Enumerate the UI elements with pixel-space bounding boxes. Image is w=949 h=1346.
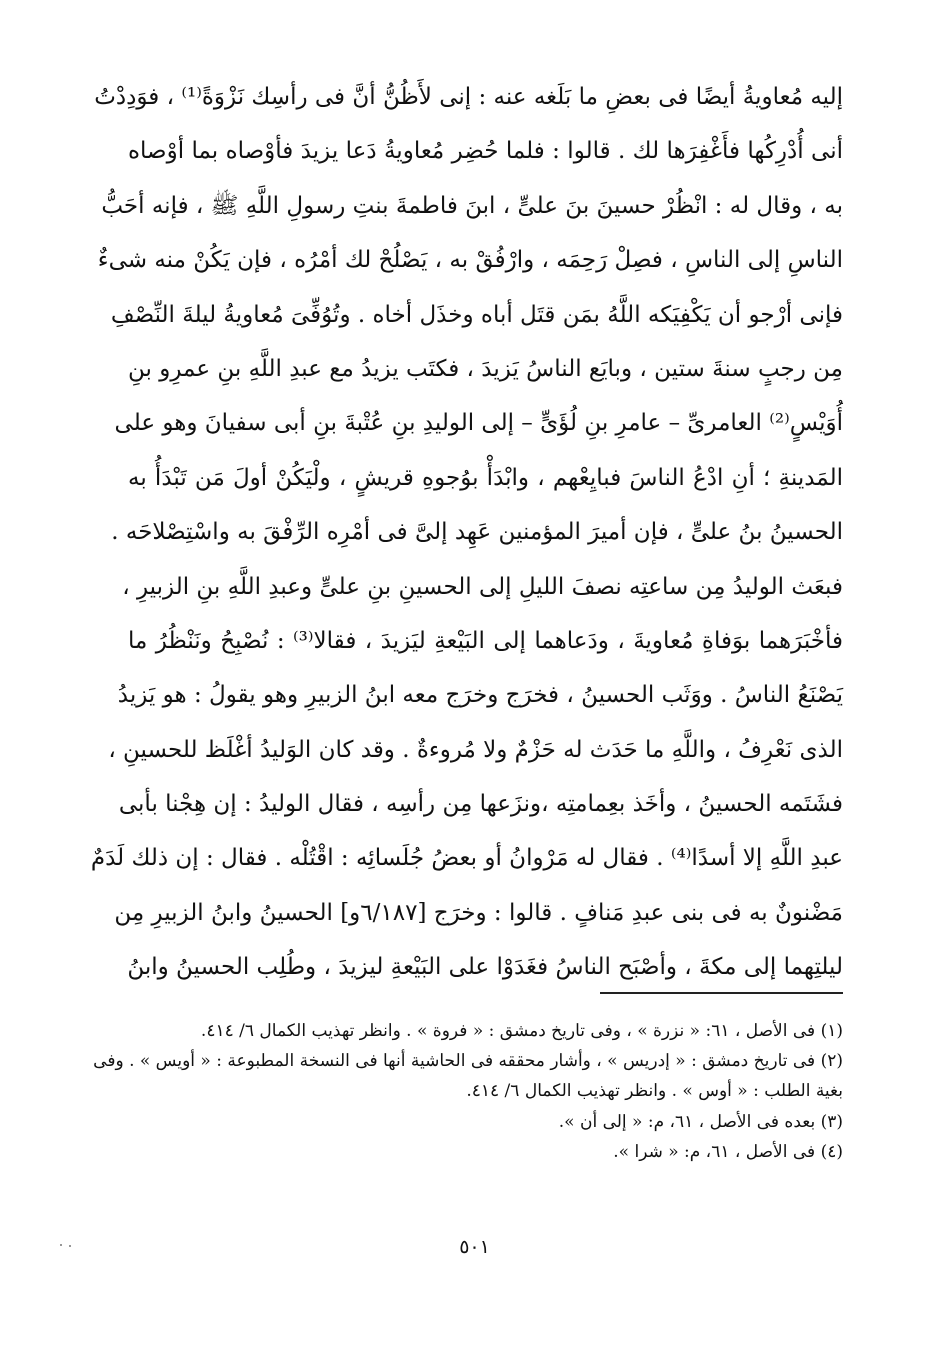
text-line: فبعَث الوليدُ مِن ساعتِه نصفَ الليلِ إلى الحسينِ بنِ علىٍّ وعبدِ اللَّهِ بنِ الزبيرِ ، [122,573,843,600]
text-line: فشَتَمه الحسينُ ، وأخَذ بعِمامتِه ،ونزَعها مِن رأسِه ، فقال الوليدُ : إن هِجْنا بأبى [118,791,843,818]
text-line: إليه مُعاويةُ أيضًا فى بعضِ ما بَلَغه عنه : إنى لأَظُنُّ أنَّ فى رأسِك نَزْوَةً⁽¹⁾ ، فوَدِدْتُ [94,84,843,110]
footnotes-block [93,1016,843,1167]
footnote-4: (٤) فى الأصل ، ٦١، م: « شرا ». [613,1141,843,1162]
text-line: ليلتِهما إلى مكةَ ، وأصْبَح الناسُ فغَدَوْا على البَيْعةِ ليزيدَ ، وطُلِب الحسينُ وابنُ [127,954,843,981]
footnote-2: (٢) فى تاريخ دمشق : « إدريس » ، وأشار محققه فى الحاشية أنها فى النسخة المطبوعة : « أويس » . وفى [93,1051,843,1072]
text-line: عبدِ اللَّهِ إلا أسدًا⁽⁴⁾ . فقال له مَرْوانُ أو بعضُ جُلَسائِه : اقْتُلْه . فقال : إن ذلك لَدَمٌ [90,845,843,872]
text-line: الذى نَعْرِفُ ، واللَّهِ ما حَدَث له حَزْمٌ ولا مُروءةٌ . وقد كان الوَليدُ أغْلَظ للحسينِ ، [108,736,843,763]
text-line: به ، وقال له : انْظُرْ حسينَ بنَ علىٍّ ، ابنَ فاطمةَ بنتِ رسولِ اللَّهِ ﷺ ، فإنه أحَبُّ [101,192,843,219]
footnote-separator [600,992,843,994]
footnote-1: (١) فى الأصل ، ٦١: « نزرة » ، وفى تاريخ دمشق : « فروة » . وانظر تهذيب الكمال ٦/ ٤١٤. [200,1021,843,1041]
text-line: فأخْبَرَهما بوَفاةِ مُعاويةَ ، ودَعاهما إلى البَيْعةِ ليَزيدَ ، فقالا⁽³⁾ : نُصْبِحُ ونَنْظُرُ ما [128,627,843,654]
main-text-block [90,70,843,995]
text-line: المَدينةِ ؛ أنِ ادْعُ الناسَ فبايِعْهم ، وابْدَأْ بوُجوهِ قريشٍ ، ولْيَكُنْ أولَ مَن تَبْدَأُ به [128,464,843,491]
footnote-3: (٣) بعده فى الأصل ، ٦١، م: « إلى أن ». [558,1111,843,1132]
footnote-2-continued: بغية الطلب : « أوس » . وانظر تهذيب الكمال ٦/ ٤١٤. [466,1081,843,1102]
text-line: الناسِ إلى الناسِ ، فصِلْ رَحِمَه ، وارْفُقْ به ، يَصْلُحْ لك أمْرُه ، فإن يَكُنْ منه شىءٌ [97,247,843,274]
text-line: فإنى أرْجو أن يَكْفِيَكه اللَّهُ بمَن قتَل أباه وخذَل أخاه . وتُوُفِّىَ مُعاويةُ ليلةَ النِّصْفِ [110,301,843,328]
text-line: أنى أُدْرِكُها فأَغْفِرَها لك . قالوا : فلما حُضِر مُعاويةُ دَعا يزيدَ فأوْصاه بما أوْصاه [128,138,843,165]
text-line: الحسينُ بنُ علىٍّ ، فإن أميرَ المؤمنين عَهِد إلىَّ فى أمْرِه الرِّفْقَ به واسْتِصْلاحَه . [111,519,843,546]
text-line: مِن رجبٍ سنةَ ستين ، وبايَع الناسُ يَزيدَ ، فكتَب يزيدُ مع عبدِ اللَّهِ بنِ عمرِو بنِ [128,355,843,382]
page-number: ٥٠١ [459,1236,490,1258]
text-line: أُوَيْسٍ⁽²⁾ العامرىِّ – عامرِ بنِ لُؤَىٍّ – إلى الوليدِ بنِ عُتْبةَ بنِ أبى سفيانَ وهو على [114,410,843,437]
text-line: يَصْنَعُ الناسُ . ووَثَب الحسينُ ، فخرَج وخرَج معه ابنُ الزبيرِ وهو يقولُ : هو يَزيدُ [117,682,843,709]
text-line: مَضْنونٌ به فى بنى عبدِ مَنافٍ . قالوا : وخرَج [٦/١٨٧و] الحسينُ وابنُ الزبيرِ مِن [114,899,843,926]
